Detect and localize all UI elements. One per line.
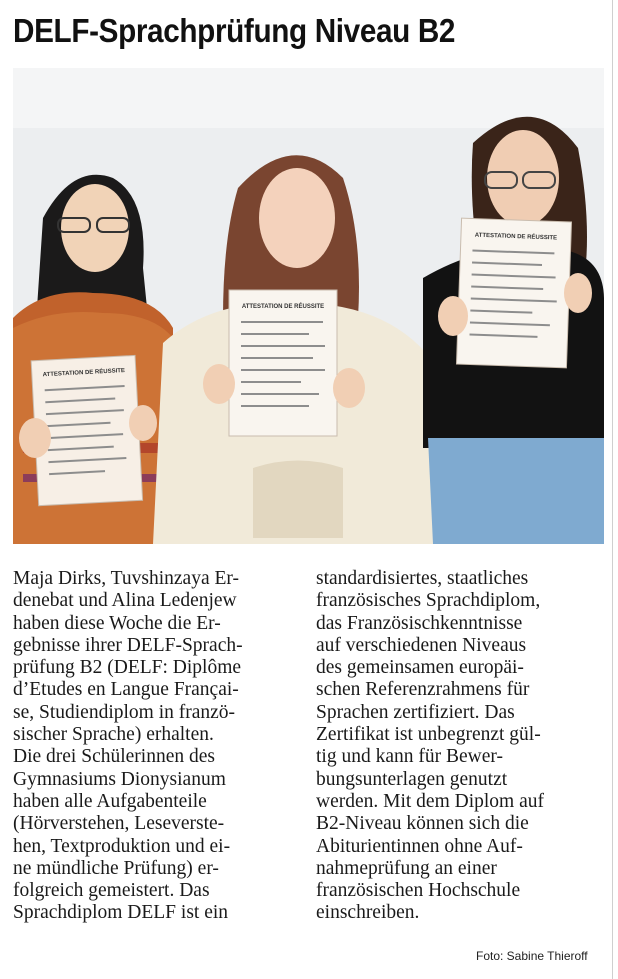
article-line: Die drei Schülerinnen des: [13, 746, 215, 768]
article-line: auf verschiedenen Niveaus: [316, 634, 527, 656]
article-line: standardisiertes, staatliches: [316, 568, 529, 589]
article-line: Abiturientinnen ohne Auf-: [316, 835, 523, 857]
certificate-right: [456, 218, 571, 368]
article-line: Sprachdiplom DELF ist ein: [13, 902, 229, 924]
certificate-title: ATTESTATION DE RÉUSSITE: [241, 304, 325, 310]
article-line: d’Etudes en Langue Françai-: [13, 679, 239, 701]
article-line: sischer Sprache) erhalten.: [13, 724, 214, 746]
article-line: Maja Dirks, Tuvshinzaya Er-: [13, 568, 240, 589]
article-line: werden. Mit dem Diplom auf: [316, 790, 544, 812]
article-line: haben diese Woche die Er-: [13, 612, 221, 634]
article-line: haben alle Aufgabenteile: [13, 790, 207, 812]
article-line: gebnisse ihrer DELF-Sprach-: [13, 634, 243, 656]
article-line: des gemeinsamen europäi-: [316, 657, 524, 679]
article-line: B2-Niveau können sich die: [316, 813, 529, 835]
photo-illustration: [13, 68, 604, 544]
article-line: das Französischkenntnisse: [316, 612, 523, 634]
article-line: (Hörverstehen, Leseverste-: [13, 813, 225, 835]
article-line: prüfung B2 (DELF: Diplôme: [13, 657, 242, 679]
article-line: denebat und Alina Ledenjew: [13, 590, 237, 612]
certificate-title: ATTESTATION DE RÉUSSITE: [474, 232, 558, 242]
article-line: Sprachen zertifiziert. Das: [316, 701, 515, 723]
photo-credit: Foto: Sabine Thieroff: [476, 949, 588, 963]
article-line: hen, Textproduktion und ei-: [13, 835, 231, 857]
article-line: Zertifikat ist unbegrenzt gül-: [316, 724, 541, 746]
article-line: französischen Hochschule: [316, 880, 521, 902]
article-column-left: [13, 568, 305, 925]
article-line: Gymnasiums Dionysianum: [13, 768, 226, 790]
article-line: bungsunterlagen genutzt: [316, 768, 508, 790]
article-line: folgreich gemeistert. Das: [13, 880, 210, 902]
article-line: französisches Sprachdiplom,: [316, 590, 541, 612]
article-column-right: [316, 568, 608, 925]
article-line: einschreiben.: [316, 902, 420, 924]
certificate-middle: [229, 290, 337, 436]
article-line: se, Studiendiplom in franzö-: [13, 701, 236, 723]
certificate-title: ATTESTATION DE RÉUSSITE: [42, 367, 126, 379]
headline: DELF-Sprachprüfung Niveau B2: [13, 12, 456, 49]
article-line: ne mündliche Prüfung) er-: [13, 857, 219, 879]
article-line: schen Referenzrahmens für: [316, 679, 530, 701]
article-line: nahmeprüfung an einer: [316, 857, 497, 879]
article-line: tig und kann für Bewer-: [316, 746, 503, 768]
photo: [13, 68, 604, 544]
page-edge-rule: [612, 0, 613, 979]
